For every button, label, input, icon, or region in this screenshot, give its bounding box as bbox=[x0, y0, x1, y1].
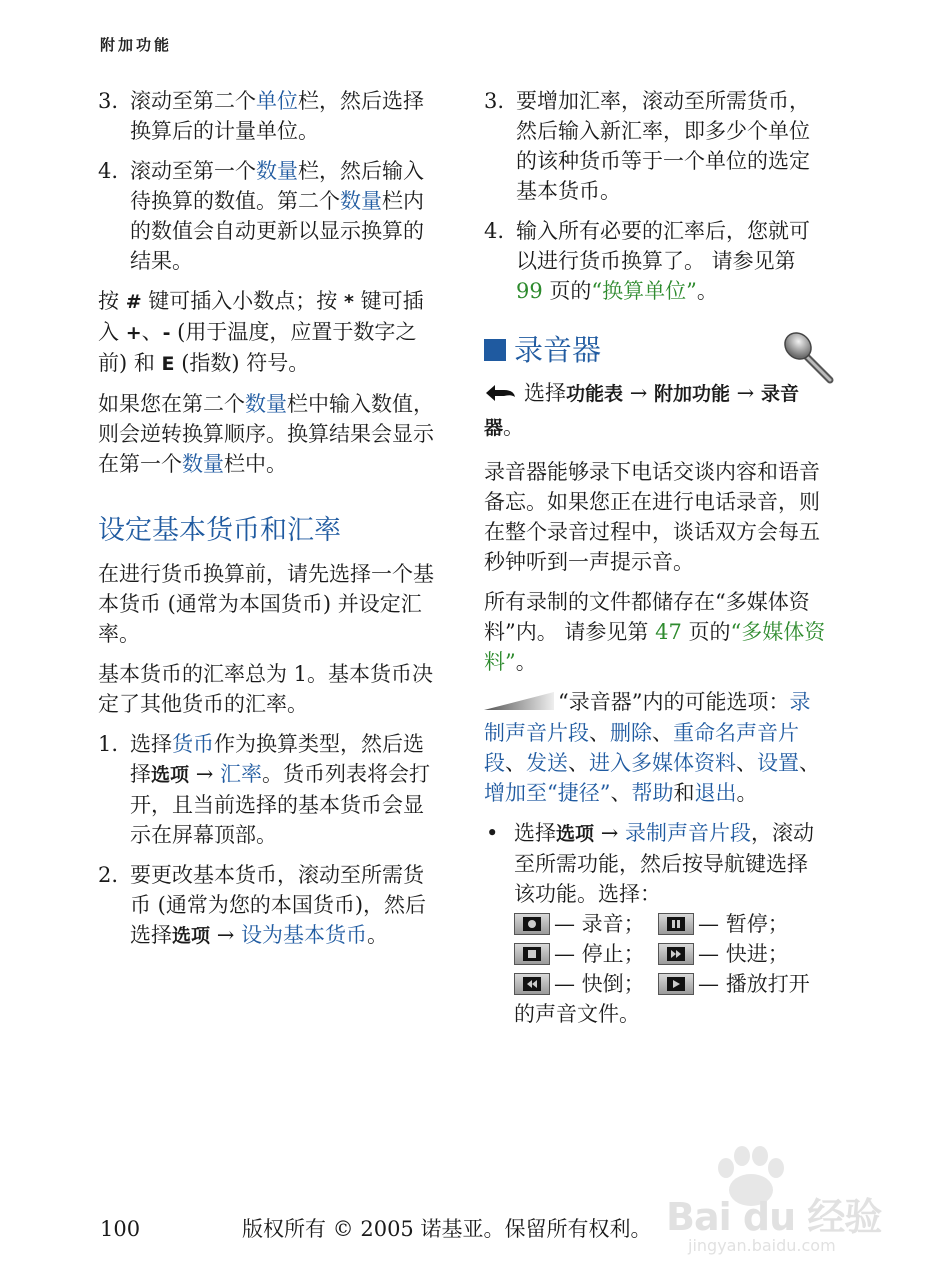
text-run: → bbox=[594, 821, 625, 845]
text-run: (用于温度，应置于数字之前) 和 bbox=[98, 320, 417, 375]
menu-term: 汇率 bbox=[219, 762, 262, 786]
play-control-icon bbox=[658, 973, 694, 995]
step-number: 3. bbox=[98, 89, 119, 113]
text-run: 、 bbox=[568, 751, 589, 775]
text-run: 、 bbox=[610, 781, 632, 805]
text-run: → bbox=[729, 381, 761, 405]
options-wedge-icon bbox=[484, 688, 554, 718]
text-run: 、 bbox=[652, 721, 673, 745]
text-run: 键可插入 bbox=[98, 289, 424, 344]
menu-term: 重命名声音片段 bbox=[484, 721, 799, 775]
text-run: (指数) 符号。 bbox=[174, 351, 310, 375]
microphone-icon bbox=[780, 328, 836, 394]
text-run: 。货币列表将会打开，且当前选择的基本货币会显示在屏幕顶部。 bbox=[130, 762, 430, 847]
menu-term: 数量 bbox=[245, 392, 287, 416]
intro-paragraph: 在进行货币换算前，请先选择一个基本货币 (通常为本国货币) 并设定汇率。 bbox=[98, 562, 434, 646]
cross-reference: 99 bbox=[516, 279, 543, 303]
watermark bbox=[636, 1142, 896, 1255]
key-term: 选项 bbox=[151, 764, 190, 786]
cross-reference: “多媒体资料” bbox=[484, 620, 826, 674]
text-run: 滚动至第二个 bbox=[130, 89, 256, 113]
menu-term: 数量 bbox=[340, 189, 382, 213]
key-term: 选项 bbox=[172, 925, 211, 947]
text-run: 、 bbox=[505, 751, 526, 775]
list-item bbox=[98, 156, 440, 276]
key-term: - bbox=[162, 322, 171, 344]
step-text bbox=[130, 732, 430, 847]
copyright-text: 版权所有 © 2005 诺基亚。保留所有权利。 bbox=[242, 1217, 652, 1241]
controls-row bbox=[514, 969, 826, 1029]
text-run: 。 bbox=[736, 781, 758, 805]
heading-text: 录音器 bbox=[514, 333, 602, 367]
keys-paragraph bbox=[98, 286, 440, 379]
text-run: → bbox=[623, 381, 654, 405]
key-term: E bbox=[161, 353, 175, 375]
menu-term: 帮助 bbox=[631, 781, 674, 805]
text-run: 栏，然后选择换算后的计量单位。 bbox=[130, 89, 424, 143]
text-run: 。 bbox=[366, 923, 388, 947]
section-heading-recorder bbox=[484, 330, 826, 370]
step-number: 2. bbox=[98, 863, 119, 887]
text-run: 、 bbox=[589, 721, 610, 745]
key-term: * bbox=[343, 291, 354, 313]
cross-reference: 47 bbox=[655, 620, 682, 644]
text-run: 如果您在第二个 bbox=[98, 392, 245, 416]
reverse-paragraph bbox=[98, 389, 440, 479]
text-run: 要增加汇率，滚动至所需货币，然后输入新汇率，即多少个单位的该种货币等于一个单位的选定基本货币。 bbox=[516, 89, 810, 203]
text-run: 。 bbox=[696, 279, 718, 303]
menu-path-text bbox=[484, 381, 799, 439]
step-text bbox=[130, 89, 424, 143]
rate-paragraph: 基本货币的汇率总为 1。基本货币决定了其他货币的汇率。 bbox=[98, 662, 434, 716]
text-run: 、 bbox=[736, 751, 757, 775]
text-run: 选择 bbox=[524, 381, 566, 405]
recorder-bullet-list bbox=[484, 818, 826, 1029]
bullet-mark: • bbox=[486, 821, 499, 845]
step-number: 4. bbox=[484, 219, 505, 243]
text-run: 、 bbox=[799, 751, 820, 775]
page-number: 100 bbox=[100, 1217, 141, 1241]
watermark-url: jingyan.baidu.com bbox=[688, 1236, 836, 1255]
stop-control-icon bbox=[514, 943, 550, 965]
menu-term: 录制声音片段 bbox=[624, 821, 751, 845]
stop-label: — 停止； bbox=[554, 942, 645, 966]
step-text bbox=[130, 159, 424, 273]
description-paragraph: 录音器能够录下电话交谈内容和语音备忘。如果您正在进行电话录音，则在整个录音过程中，谈话双方会每五秒钟听到一声提示音。 bbox=[484, 460, 820, 574]
menu-term: 录制声音片段 bbox=[484, 690, 811, 745]
text-run: 选择 bbox=[514, 821, 556, 845]
list-item bbox=[484, 86, 826, 206]
step-number: 4. bbox=[98, 159, 119, 183]
controls-row bbox=[514, 909, 826, 939]
text-run: 页的 bbox=[542, 279, 592, 303]
right-column bbox=[484, 86, 826, 1039]
menu-term: 单位 bbox=[256, 89, 298, 113]
text-run: 和 bbox=[673, 781, 695, 805]
section-heading-base-currency: 设定基本货币和汇率 bbox=[98, 515, 341, 546]
menu-term: 数量 bbox=[182, 452, 224, 476]
menu-term: 退出 bbox=[694, 781, 737, 805]
menu-term: 进入多媒体资料 bbox=[589, 751, 736, 775]
text-run: → bbox=[210, 923, 241, 947]
step-text bbox=[516, 219, 810, 303]
step-number: 1. bbox=[98, 732, 119, 756]
heading-square-icon bbox=[484, 339, 506, 361]
key-term: 功能表 bbox=[566, 383, 624, 405]
list-item bbox=[484, 818, 826, 1029]
pause-control-icon bbox=[658, 913, 694, 935]
text-run: 键可插入小数点；按 bbox=[141, 289, 344, 313]
files-paragraph bbox=[484, 587, 826, 677]
base-currency-steps-list bbox=[98, 729, 440, 951]
menu-term: 增加至“捷径” bbox=[484, 781, 611, 805]
rewind-control-icon bbox=[514, 973, 550, 995]
text-run: 输入所有必要的汇率后，您就可以进行货币换算了。 请参见第 bbox=[516, 219, 810, 273]
text-run: 栏中。 bbox=[224, 452, 287, 476]
menu-term: 设为基本货币 bbox=[240, 923, 367, 947]
key-term: # bbox=[125, 291, 142, 313]
rewind-label: — 快倒； bbox=[554, 972, 645, 996]
list-item bbox=[98, 729, 440, 850]
pause-label: — 暂停； bbox=[698, 912, 789, 936]
text-run: 。 bbox=[503, 415, 525, 439]
list-item bbox=[98, 860, 440, 951]
controls-row bbox=[514, 939, 826, 969]
key-term: 选项 bbox=[556, 823, 595, 845]
text-run: 、 bbox=[141, 320, 163, 344]
text-run: 页的 bbox=[681, 620, 731, 644]
step-text bbox=[130, 863, 426, 947]
left-column bbox=[98, 86, 440, 961]
text-run: 栏内的数值会自动更新以显示换算的结果。 bbox=[130, 189, 424, 273]
key-term: + bbox=[125, 322, 142, 344]
text-run: 。 bbox=[515, 650, 537, 674]
forward-label: — 快进； bbox=[698, 942, 789, 966]
text-run: 所有录制的文件都储存在“多媒体资料”内。 请参见第 bbox=[484, 590, 810, 644]
key-term: 附加功能 bbox=[653, 383, 730, 405]
conversion-steps-list bbox=[98, 86, 440, 276]
menu-path bbox=[484, 378, 826, 443]
menu-term: 货币 bbox=[172, 732, 214, 756]
navigation-arrows-icon bbox=[484, 382, 518, 412]
rate-steps-list bbox=[484, 86, 826, 306]
text-run: 要更改基本货币，滚动至所需货币 (通常为您的本国货币)，然后选择 bbox=[130, 863, 427, 947]
step-text bbox=[516, 89, 810, 203]
text-run: 栏，然后输入待换算的数值。第二个 bbox=[130, 159, 424, 213]
fast-forward-control-icon bbox=[658, 943, 694, 965]
list-item bbox=[98, 86, 440, 146]
play-label: — 播放打开的声音文件。 bbox=[514, 972, 810, 1026]
list-item bbox=[484, 216, 826, 306]
key-term: 录音器 bbox=[484, 383, 799, 439]
options-paragraph bbox=[484, 687, 826, 808]
text-run: 作为换算类型，然后选择 bbox=[130, 732, 424, 786]
record-control-icon bbox=[514, 913, 550, 935]
text-run: → bbox=[189, 762, 220, 786]
text-run: ，滚动至所需功能，然后按导航键选择该功能。选择： bbox=[514, 821, 814, 906]
menu-term: 发送 bbox=[526, 751, 568, 775]
text-run: “录音器”内的可能选项： bbox=[558, 690, 790, 714]
text-run: 滚动至第一个 bbox=[130, 159, 256, 183]
bullet-text bbox=[514, 821, 814, 906]
step-number: 3. bbox=[484, 89, 505, 113]
menu-term: 设置 bbox=[757, 751, 799, 775]
text-run: 选择 bbox=[130, 732, 172, 756]
menu-term: 数量 bbox=[256, 159, 298, 183]
running-header: 附加功能 bbox=[100, 36, 173, 54]
text-run: 栏中输入数值，则会逆转换算顺序。换算结果会显示在第一个 bbox=[98, 392, 434, 476]
cross-reference: “换算单位” bbox=[591, 279, 697, 303]
record-label: — 录音； bbox=[554, 912, 645, 936]
menu-term: 删除 bbox=[610, 721, 652, 745]
text-run: 按 bbox=[98, 289, 126, 313]
watermark-brand: Bai du 经验 bbox=[666, 1195, 882, 1239]
